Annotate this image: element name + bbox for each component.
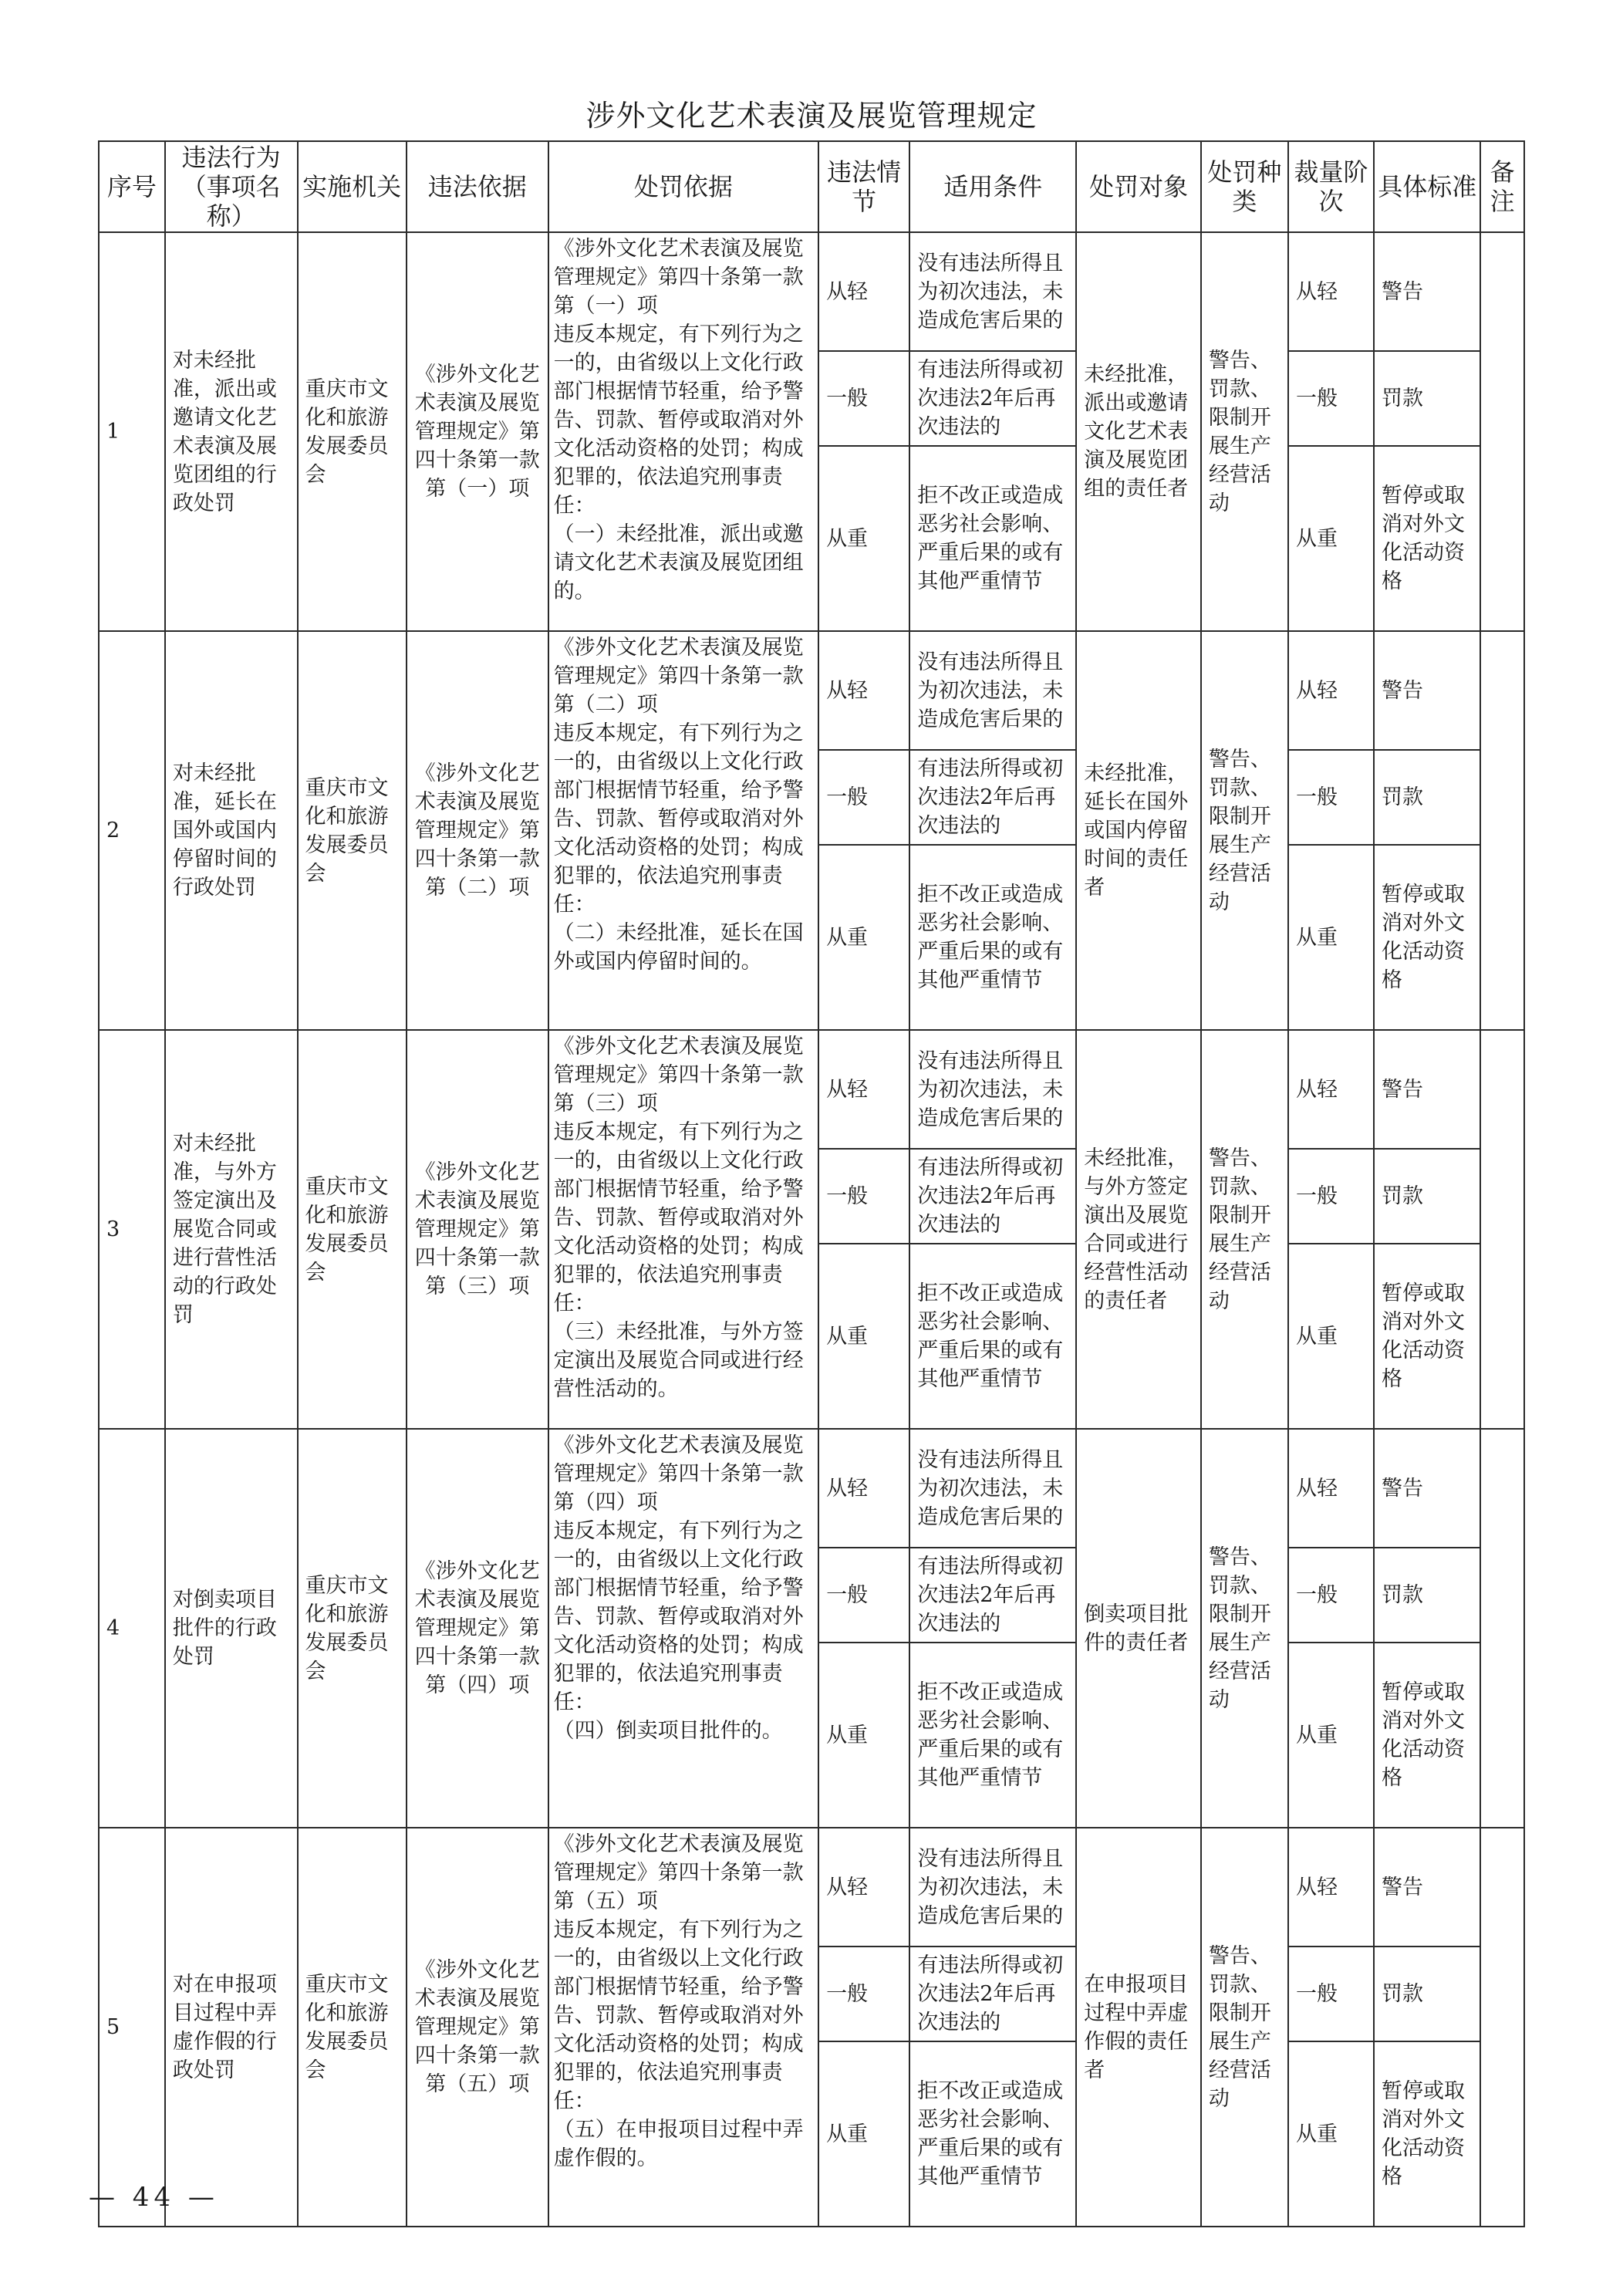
standard-cell: 罚款 xyxy=(1374,1947,1480,2041)
discretion-tier-cell: 从轻 xyxy=(1288,1030,1374,1149)
discretion-tier-cell: 一般 xyxy=(1288,1149,1374,1244)
row-number-cell: 1 xyxy=(99,232,165,631)
remark-cell xyxy=(1480,1429,1524,1828)
condition-cell: 有违法所得或初次违法2年后再次违法的 xyxy=(909,1947,1076,2041)
remark-cell xyxy=(1480,1030,1524,1429)
severity-cell: 从重 xyxy=(818,446,909,631)
penalty-basis-cell: 《涉外文化艺术表演及展览管理规定》第四十条第一款第（一）项 违反本规定，有下列行为之一的，由省级以上文化行政部门根据情节轻重，给予警告、罚款、暂停或取消对外文化活动资格的处罚；构成犯罪的，依法追究刑事责任： （一）未经批准，派出或邀请文化艺术表演及展览团组的。 xyxy=(548,232,818,631)
standard-cell: 警告 xyxy=(1374,232,1480,351)
condition-cell: 拒不改正或造成恶劣社会影响、严重后果的或有其他严重情节 xyxy=(909,1244,1076,1429)
remark-cell xyxy=(1480,631,1524,1030)
discretion-tier-cell: 从轻 xyxy=(1288,1828,1374,1947)
discretion-tier-cell: 一般 xyxy=(1288,1548,1374,1643)
severity-cell: 从重 xyxy=(818,1643,909,1828)
violation-item-cell: 对未经批准，延长在国外或国内停留时间的行政处罚 xyxy=(165,631,298,1030)
standard-cell: 暂停或取消对外文化活动资格 xyxy=(1374,1244,1480,1429)
penalty-target-cell: 未经批准，派出或邀请文化艺术表演及展览团组的责任者 xyxy=(1076,232,1201,631)
agency-cell: 重庆市文化和旅游发展委员会 xyxy=(298,1030,407,1429)
penalty-basis-cell: 《涉外文化艺术表演及展览管理规定》第四十条第一款第（三）项 违反本规定，有下列行为之一的，由省级以上文化行政部门根据情节轻重，给予警告、罚款、暂停或取消对外文化活动资格的处罚；构成犯罪的，依法追究刑事责任： （三）未经批准，与外方签定演出及展览合同或进行经营性活动的。 xyxy=(548,1030,818,1429)
severity-cell: 从重 xyxy=(818,845,909,1030)
standard-cell: 罚款 xyxy=(1374,1548,1480,1643)
violation-basis-cell: 《涉外文化艺术表演及展览管理规定》第四十条第一款第（五）项 xyxy=(407,1828,548,2227)
penalty-type-cell: 警告、罚款、限制开展生产经营活动 xyxy=(1201,1429,1288,1828)
penalty-type-cell: 警告、罚款、限制开展生产经营活动 xyxy=(1201,631,1288,1030)
standard-cell: 暂停或取消对外文化活动资格 xyxy=(1374,446,1480,631)
header-cell: 实施机关 xyxy=(298,141,407,232)
condition-cell: 没有违法所得且为初次违法，未造成危害后果的 xyxy=(909,1429,1076,1548)
standard-cell: 警告 xyxy=(1374,1030,1480,1149)
severity-cell: 从重 xyxy=(818,2041,909,2227)
violation-basis-cell: 《涉外文化艺术表演及展览管理规定》第四十条第一款第（一）项 xyxy=(407,232,548,631)
condition-cell: 没有违法所得且为初次违法，未造成危害后果的 xyxy=(909,1030,1076,1149)
condition-cell: 没有违法所得且为初次违法，未造成危害后果的 xyxy=(909,232,1076,351)
standard-cell: 暂停或取消对外文化活动资格 xyxy=(1374,2041,1480,2227)
header-cell: 违法行为（事项名称） xyxy=(165,141,298,232)
violation-item-cell: 对在申报项目过程中弄虚作假的行政处罚 xyxy=(165,1828,298,2227)
severity-cell: 一般 xyxy=(818,750,909,845)
penalty-target-cell: 未经批准，与外方签定演出及展览合同或进行经营性活动的责任者 xyxy=(1076,1030,1201,1429)
condition-cell: 拒不改正或造成恶劣社会影响、严重后果的或有其他严重情节 xyxy=(909,2041,1076,2227)
discretion-tier-cell: 从轻 xyxy=(1288,631,1374,750)
severity-cell: 从轻 xyxy=(818,631,909,750)
discretion-tier-cell: 从重 xyxy=(1288,845,1374,1030)
condition-cell: 拒不改正或造成恶劣社会影响、严重后果的或有其他严重情节 xyxy=(909,1643,1076,1828)
standard-cell: 罚款 xyxy=(1374,750,1480,845)
severity-cell: 从轻 xyxy=(818,1828,909,1947)
standard-cell: 暂停或取消对外文化活动资格 xyxy=(1374,1643,1480,1828)
penalty-basis-cell: 《涉外文化艺术表演及展览管理规定》第四十条第一款第（四）项 违反本规定，有下列行为之一的，由省级以上文化行政部门根据情节轻重，给予警告、罚款、暂停或取消对外文化活动资格的处罚；构成犯罪的，依法追究刑事责任： （四）倒卖项目批件的。 xyxy=(548,1429,818,1828)
discretion-tier-cell: 从重 xyxy=(1288,2041,1374,2227)
row-number-cell: 5 xyxy=(99,1828,165,2227)
penalty-target-cell: 在申报项目过程中弄虚作假的责任者 xyxy=(1076,1828,1201,2227)
row-number-cell: 2 xyxy=(99,631,165,1030)
severity-cell: 一般 xyxy=(818,1149,909,1244)
penalty-basis-cell: 《涉外文化艺术表演及展览管理规定》第四十条第一款第（二）项 违反本规定，有下列行为之一的，由省级以上文化行政部门根据情节轻重，给予警告、罚款、暂停或取消对外文化活动资格的处罚；构成犯罪的，依法追究刑事责任： （二）未经批准，延长在国外或国内停留时间的。 xyxy=(548,631,818,1030)
penalty-type-cell: 警告、罚款、限制开展生产经营活动 xyxy=(1201,1828,1288,2227)
condition-cell: 拒不改正或造成恶劣社会影响、严重后果的或有其他严重情节 xyxy=(909,845,1076,1030)
violation-basis-cell: 《涉外文化艺术表演及展览管理规定》第四十条第一款第（二）项 xyxy=(407,631,548,1030)
header-cell: 处罚对象 xyxy=(1076,141,1201,232)
condition-cell: 没有违法所得且为初次违法，未造成危害后果的 xyxy=(909,1828,1076,1947)
header-cell: 裁量阶次 xyxy=(1288,141,1374,232)
penalty-target-cell: 未经批准，延长在国外或国内停留时间的责任者 xyxy=(1076,631,1201,1030)
page-number: — 44 — xyxy=(89,2182,219,2213)
header-cell: 备注 xyxy=(1480,141,1524,232)
remark-cell xyxy=(1480,232,1524,631)
discretion-tier-cell: 一般 xyxy=(1288,1947,1374,2041)
standard-cell: 警告 xyxy=(1374,631,1480,750)
standard-cell: 警告 xyxy=(1374,1429,1480,1548)
standard-cell: 警告 xyxy=(1374,1828,1480,1947)
penalty-type-cell: 警告、罚款、限制开展生产经营活动 xyxy=(1201,1030,1288,1429)
violation-item-cell: 对未经批准，派出或邀请文化艺术表演及展览团组的行政处罚 xyxy=(165,232,298,631)
severity-cell: 从轻 xyxy=(818,1429,909,1548)
table-row xyxy=(99,631,1524,750)
row-number-cell: 4 xyxy=(99,1429,165,1828)
severity-cell: 一般 xyxy=(818,1548,909,1643)
header-cell: 处罚种类 xyxy=(1201,141,1288,232)
header-cell: 序号 xyxy=(99,141,165,232)
agency-cell: 重庆市文化和旅游发展委员会 xyxy=(298,1828,407,2227)
condition-cell: 有违法所得或初次违法2年后再次违法的 xyxy=(909,1548,1076,1643)
condition-cell: 有违法所得或初次违法2年后再次违法的 xyxy=(909,1149,1076,1244)
header-cell: 违法依据 xyxy=(407,141,548,232)
header-cell: 具体标准 xyxy=(1374,141,1480,232)
violation-basis-cell: 《涉外文化艺术表演及展览管理规定》第四十条第一款第（四）项 xyxy=(407,1429,548,1828)
discretion-tier-cell: 一般 xyxy=(1288,351,1374,446)
severity-cell: 从轻 xyxy=(818,232,909,351)
table-row xyxy=(99,1429,1524,1548)
header-row xyxy=(99,141,1524,232)
discretion-tier-cell: 从重 xyxy=(1288,446,1374,631)
header-cell: 违法情节 xyxy=(818,141,909,232)
discretion-tier-cell: 从轻 xyxy=(1288,1429,1374,1548)
table-row xyxy=(99,1828,1524,1947)
discretion-tier-cell: 从重 xyxy=(1288,1244,1374,1429)
penalty-target-cell: 倒卖项目批件的责任者 xyxy=(1076,1429,1201,1828)
severity-cell: 一般 xyxy=(818,351,909,446)
condition-cell: 有违法所得或初次违法2年后再次违法的 xyxy=(909,351,1076,446)
standard-cell: 暂停或取消对外文化活动资格 xyxy=(1374,845,1480,1030)
header-cell: 处罚依据 xyxy=(548,141,818,232)
standard-cell: 罚款 xyxy=(1374,351,1480,446)
table-row xyxy=(99,232,1524,351)
table-row xyxy=(99,1030,1524,1149)
discretion-tier-cell: 从重 xyxy=(1288,1643,1374,1828)
condition-cell: 没有违法所得且为初次违法，未造成危害后果的 xyxy=(909,631,1076,750)
remark-cell xyxy=(1480,1828,1524,2227)
severity-cell: 从轻 xyxy=(818,1030,909,1149)
condition-cell: 有违法所得或初次违法2年后再次违法的 xyxy=(909,750,1076,845)
severity-cell: 一般 xyxy=(818,1947,909,2041)
penalty-basis-cell: 《涉外文化艺术表演及展览管理规定》第四十条第一款第（五）项 违反本规定，有下列行为之一的，由省级以上文化行政部门根据情节轻重，给予警告、罚款、暂停或取消对外文化活动资格的处罚；构成犯罪的，依法追究刑事责任： （五）在申报项目过程中弄虚作假的。 xyxy=(548,1828,818,2227)
violation-basis-cell: 《涉外文化艺术表演及展览管理规定》第四十条第一款第（三）项 xyxy=(407,1030,548,1429)
violation-item-cell: 对未经批准，与外方签定演出及展览合同或进行营性活动的行政处罚 xyxy=(165,1030,298,1429)
discretion-tier-cell: 一般 xyxy=(1288,750,1374,845)
penalty-table xyxy=(98,140,1525,2227)
severity-cell: 从重 xyxy=(818,1244,909,1429)
row-number-cell: 3 xyxy=(99,1030,165,1429)
standard-cell: 罚款 xyxy=(1374,1149,1480,1244)
page-title: 涉外文化艺术表演及展览管理规定 xyxy=(585,99,1038,133)
agency-cell: 重庆市文化和旅游发展委员会 xyxy=(298,232,407,631)
condition-cell: 拒不改正或造成恶劣社会影响、严重后果的或有其他严重情节 xyxy=(909,446,1076,631)
discretion-tier-cell: 从轻 xyxy=(1288,232,1374,351)
violation-item-cell: 对倒卖项目批件的行政处罚 xyxy=(165,1429,298,1828)
agency-cell: 重庆市文化和旅游发展委员会 xyxy=(298,631,407,1030)
header-cell: 适用条件 xyxy=(909,141,1076,232)
penalty-type-cell: 警告、罚款、限制开展生产经营活动 xyxy=(1201,232,1288,631)
agency-cell: 重庆市文化和旅游发展委员会 xyxy=(298,1429,407,1828)
